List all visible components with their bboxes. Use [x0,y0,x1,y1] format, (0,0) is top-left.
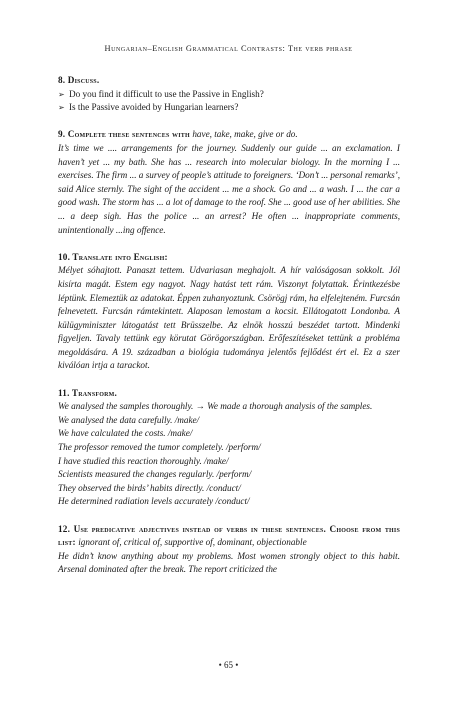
exercise-line: He determined radiation levels accurately /conduct/ [58,496,250,507]
section-predicative [58,523,400,577]
bullet-item [58,101,400,115]
exercise-line: I have studied this reaction thoroughly. /make/ [58,455,229,466]
exercise-text: It’s time we .... arrangements for the journey. Suddenly our guide ... an exclamation. I haven’t yet ... my bath. She has ... research into molecular biology. In the morning I ... exercises. The firm ... a survey of people’s attitude to foreigners. ‘Don’t ... personal remarks’, said Alice sternly. The sight of the accident ... me a shock. Go and ... a wash. I ... the car a good wash. The storm has ... a lot of damage to the roof. She ... good use of her abilities. She ... a deep sigh. Has the police ... an arrest? He often ... inappropriate comments, unintentionally ...ing offence. [58,142,401,235]
exercise-line: We analysed the data carefully. /make/ [58,414,200,425]
exercise-line: The professor removed the tumor completely. /perform/ [58,442,261,453]
section-title-tail: have, take, make, give or do. [192,129,298,140]
arrow-bullet-icon: ➢ [58,89,65,99]
section-title: 11. Transform. [58,387,117,398]
section-translate [58,251,400,373]
exercise-text: Mélyet sóhajtott. Panaszt tettem. Udvariasan meghajolt. A hír valóságosan sokkolt. Jól kisírta magát. Estem egy nagyot. Nagy hatást tett rám. Viszonyt folytattak. Érintkezésbe léptünk. Elemeztük az adatokat. Éppen zuhanyoztunk. Csörögj rám, ha elfelejteném. Furcsán felnevetett. Furcsán rámtekintett. Alaposan lemostam a kocsit. Ellátogatott Londonba. A külügyminiszter látogatást tett Brüsszelbe. Az elnök hosszú beszédet tartott. Mindenki figyeljen. Tavaly tettünk egy körutat Görögországban. Erőfeszítéseket tettünk a probléma megoldására. A 19. században a biológia tudománya jelentős fejlődést ért el. Ez a szer kiválóan irtja a tarackot. [58,265,400,371]
bullet-text: Is the Passive avoided by Hungarian learners? [69,102,239,113]
exercise-line: We analysed the samples thoroughly. → We made a thorough analysis of the samples. [58,401,373,412]
page-content [58,74,400,591]
section-title-label: 9. Complete these sentences with [58,129,190,140]
exercise-line: Scientists measured the changes regularly. /perform/ [58,469,252,480]
section-title [58,128,400,142]
section-title: 8. Discuss. [58,75,100,85]
section-discuss [58,74,400,115]
adjective-list: ignorant of, critical of, supportive of, dominant, objectionable [78,537,307,548]
exercise-text: He didn’t know anything about my problems. Most women strongly object to this habit. Arsenal dominated after the break. The report criticized the [58,550,400,575]
section-title: 10. Translate into English: [58,251,168,262]
bullet-item [58,88,400,102]
section-transform [58,387,400,509]
exercise-line: They observed the birds’ habits directly. /conduct/ [58,482,241,493]
section-title-label: 12. Use predicative adjectives instead of verbs in these sentences. Choose from this list: [58,523,400,548]
bullet-text: Do you find it difficult to use the Passive in English? [69,88,264,99]
page-number: • 65 • [218,660,239,670]
running-head: Hungarian–English Grammatical Contrasts: The verb phrase [104,44,353,53]
exercise-line: We have calculated the costs. /make/ [58,428,193,439]
section-title [58,523,400,550]
arrow-bullet-icon: ➢ [58,103,65,113]
section-complete [58,128,400,237]
